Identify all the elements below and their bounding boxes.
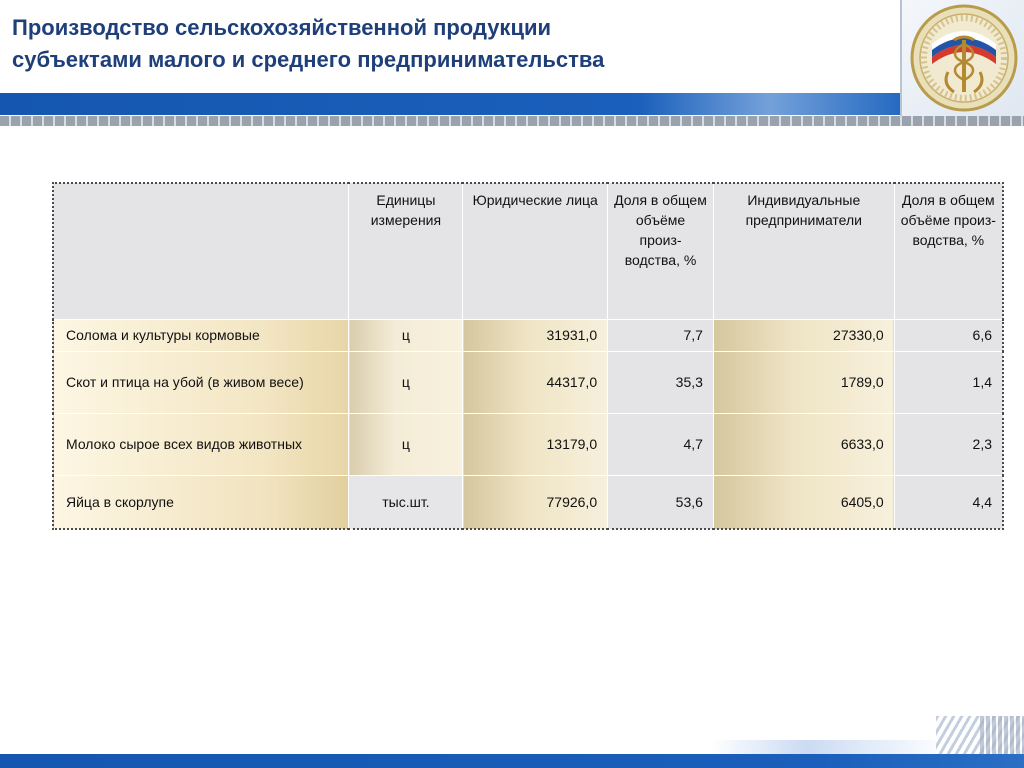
table-row <box>53 319 1003 351</box>
table-header-row <box>53 183 1003 319</box>
footer-highlight <box>710 740 950 754</box>
row-individual-value: 6633,0 <box>713 413 894 475</box>
header-units: Единицы измерения <box>349 183 463 319</box>
header-individual-share: Доля в общем объёме произ-водства, % <box>894 183 1003 319</box>
row-legal-value: 77926,0 <box>463 475 608 529</box>
header-bar-highlight <box>640 93 900 115</box>
header-dash-strip <box>0 116 1024 126</box>
production-table <box>52 182 1004 530</box>
row-name: Солома и культуры кормовые <box>53 319 349 351</box>
row-legal-value: 13179,0 <box>463 413 608 475</box>
row-name: Скот и птица на убой (в живом весе) <box>53 351 349 413</box>
row-individual-share: 1,4 <box>894 351 1003 413</box>
table-row <box>53 351 1003 413</box>
header-legal-share: Доля в общем объёме произ-водства, % <box>608 183 714 319</box>
row-individual-value: 6405,0 <box>713 475 894 529</box>
row-legal-share: 4,7 <box>608 413 714 475</box>
row-legal-value: 44317,0 <box>463 351 608 413</box>
row-individual-value: 27330,0 <box>713 319 894 351</box>
row-individual-share: 6,6 <box>894 319 1003 351</box>
row-unit: ц <box>349 351 463 413</box>
header-individual-entrepreneurs: Индивидуальные предприниматели <box>713 183 894 319</box>
title-line-2: субъектами малого и среднего предпринимательства <box>12 47 605 72</box>
row-individual-share: 2,3 <box>894 413 1003 475</box>
emblem-icon <box>902 0 1024 116</box>
row-unit: ц <box>349 319 463 351</box>
row-legal-share: 53,6 <box>608 475 714 529</box>
row-individual-share: 4,4 <box>894 475 1003 529</box>
header-cell-empty <box>53 183 349 319</box>
table-row <box>53 413 1003 475</box>
row-unit: ц <box>349 413 463 475</box>
footer-dash-decoration <box>980 716 1024 754</box>
row-legal-share: 35,3 <box>608 351 714 413</box>
table-row <box>53 475 1003 529</box>
row-legal-value: 31931,0 <box>463 319 608 351</box>
row-unit: тыс.шт. <box>349 475 463 529</box>
logo <box>900 0 1024 116</box>
row-individual-value: 1789,0 <box>713 351 894 413</box>
row-name: Молоко сырое всех видов животных <box>53 413 349 475</box>
row-legal-share: 7,7 <box>608 319 714 351</box>
row-name: Яйца в скорлупе <box>53 475 349 529</box>
title-line-1: Производство сельскохозяйственной продукции <box>12 15 552 40</box>
header-legal-entities: Юридические лица <box>463 183 608 319</box>
page-title <box>12 12 892 76</box>
footer-bar <box>0 754 1024 768</box>
